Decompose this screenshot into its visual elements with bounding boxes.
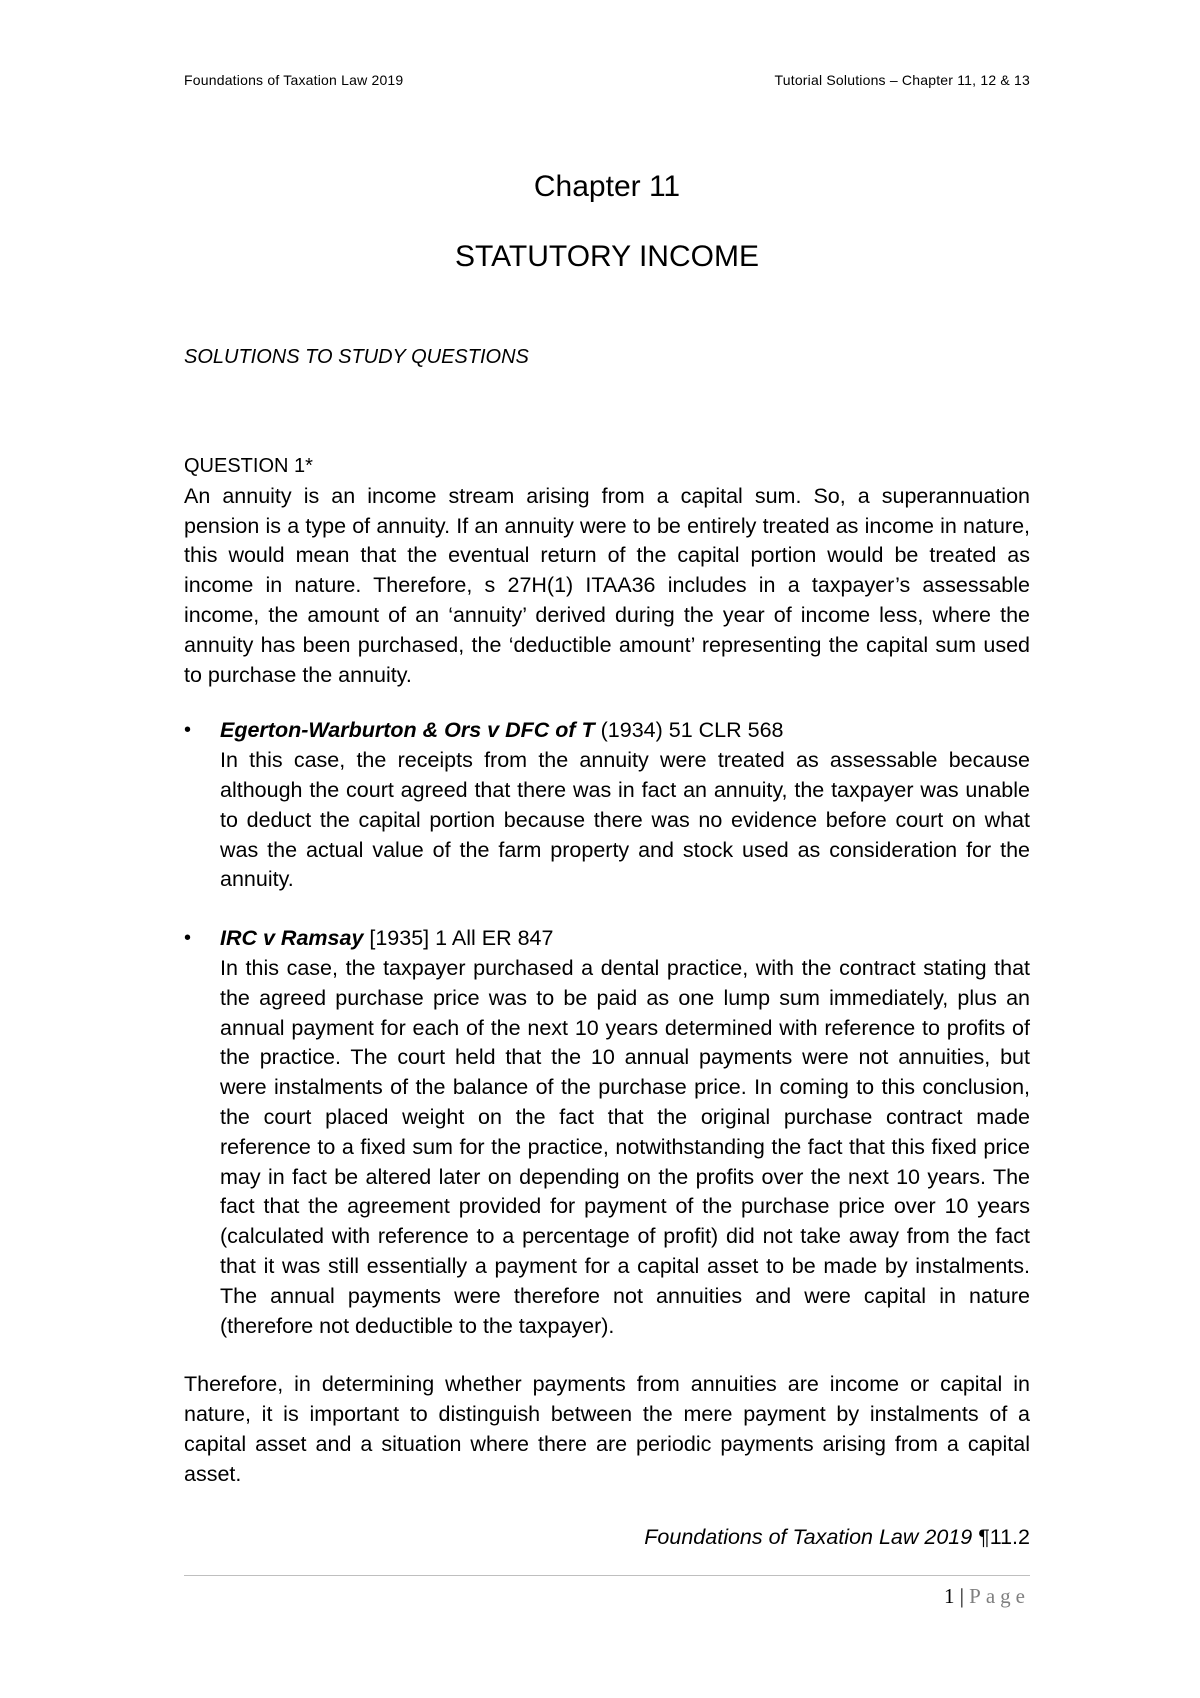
page-number-value: 1 — [943, 1584, 955, 1608]
page-number-label: Page — [969, 1584, 1030, 1608]
case-citation — [220, 924, 1030, 954]
case-reference: (1934) 51 CLR 568 — [594, 718, 784, 743]
source-reference-paragraph: ¶11.2 — [972, 1525, 1030, 1549]
case-name: Egerton-Warburton & Ors v DFC of T — [220, 718, 595, 743]
case-name: IRC v Ramsay — [220, 926, 364, 951]
section-heading: SOLUTIONS TO STUDY QUESTIONS — [184, 346, 529, 368]
footer-divider — [184, 1575, 1030, 1576]
page-number-separator: | — [954, 1584, 970, 1608]
running-header — [184, 72, 1030, 88]
case-citation — [220, 716, 1030, 746]
page-number — [184, 1584, 1030, 1609]
case-text: In this case, the taxpayer purchased a dental practice, with the contract stating that the agreed purchase price was to be paid as one lump sum immediately, plus an annual payment for each of the next 10 years determined with reference to profits of the practice. The court held that the 10 annual payments were not annuities, but were instalments of the balance of the purchase price. In coming to this conclusion, the court placed weight on the fact that the original purchase contract made reference to a fixed sum for the practice, notwithstanding the fact that this fixed price may in fact be altered later on depending on the profits over the next 10 years. The fact that the agreement provided for payment of the purchase price over 10 years (calculated with reference to a percentage of profit) did not take away from the fact that it was still essentially a payment for a capital asset to be made by instalments. The annual payments were therefore not annuities and were capital in nature (therefore not deductible to the taxpayer). — [220, 955, 1030, 1338]
bullet-icon: • — [184, 719, 192, 742]
question-heading: QUESTION 1* — [184, 455, 313, 477]
source-reference-title: Foundations of Taxation Law 2019 — [644, 1525, 973, 1549]
header-right: Tutorial Solutions – Chapter 11, 12 & 13 — [774, 72, 1030, 88]
question-intro-paragraph: An annuity is an income stream arising from a capital sum. So, a superannuation pension is a type of annuity. If an annuity were to be entirely treated as income in nature, this would mean that the eventual return of the capital portion would be treated as income in nature. Therefore, s 27H(1) ITAA36 includes in a taxpayer’s assessable income, the amount of an ‘annuity’ derived during the year of income less, where the annuity has been purchased, the ‘deductible amount’ representing the capital sum used to purchase the annuity. — [184, 483, 1030, 687]
question-body — [184, 452, 1030, 1490]
case-item — [184, 924, 1030, 1341]
chapter-subtitle: STATUTORY INCOME — [455, 240, 759, 273]
conclusion-paragraph: Therefore, in determining whether payments from annuities are income or capital in nature, it is important to distinguish between the mere payment by instalments of a capital asset and a situation where there are periodic payments arising from a capital asset. — [184, 1372, 1030, 1486]
case-item — [184, 716, 1030, 895]
case-reference: [1935] 1 All ER 847 — [363, 926, 554, 951]
case-list — [184, 716, 1030, 1341]
header-left: Foundations of Taxation Law 2019 — [184, 72, 404, 88]
case-text: In this case, the receipts from the annuity were treated as assessable because although the court agreed that there was in fact an annuity, the taxpayer was unable to deduct the capital portion because there was no evidence before court on what was the actual value of the farm property and stock used as consideration for the annuity. — [220, 748, 1030, 892]
chapter-title: Chapter 11 — [533, 170, 681, 203]
source-reference — [184, 1525, 1030, 1550]
bullet-icon: • — [184, 927, 192, 950]
